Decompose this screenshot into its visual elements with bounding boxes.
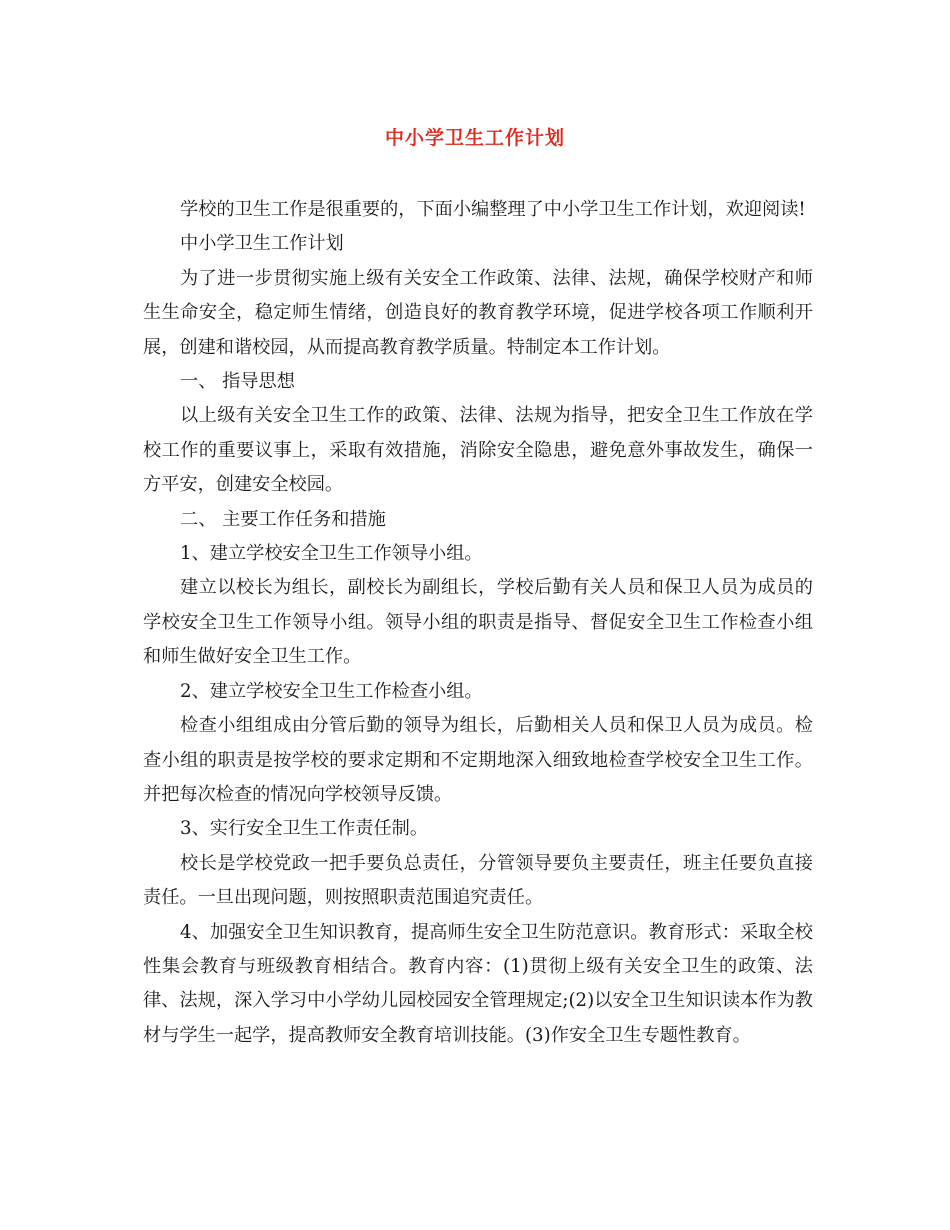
task-4-paragraph: 4、加强安全卫生知识教育，提高师生安全卫生防范意识。教育形式：采取全校性集会教育与班级教育相结合。教育内容：(1)贯彻上级有关安全卫生的政策、法律、法规，深入学习中小学幼儿园校园安全管理规定;(2)以安全卫生知识读本作为教材与学生一起学，提高教师安全教育培训技能。(3)作安全卫生专题性教育。 [143, 921, 813, 1046]
section-heading-main-tasks: 二、 主要工作任务和措施 [180, 508, 386, 530]
task-1-heading: 1、建立学校安全卫生工作领导小组。 [180, 543, 483, 565]
purpose-paragraph: 为了进一步贯彻实施上级有关安全工作政策、法律、法规，确保学校财产和师生生命安全，稳定师生情绪，创造良好的教育教学环境，促进学校各项工作顺利开展，创建和谐校园，从而提高教育教学质量。特制定本工作计划。 [143, 267, 813, 358]
task-3-paragraph: 校长是学校党政一把手要负总责任，分管领导要负主要责任，班主任要负直接责任。一旦出现问题，则按照职责范围追究责任。 [143, 852, 813, 909]
task-2-heading: 2、建立学校安全卫生工作检查小组。 [180, 680, 483, 702]
task-2-paragraph: 检查小组组成由分管后勤的领导为组长，后勤相关人员和保卫人员为成员。检查小组的职责是按学校的要求定期和不定期地深入细致地检查学校安全卫生工作。并把每次检查的情况向学校领导反馈。 [143, 715, 813, 805]
guiding-thought-paragraph: 以上级有关安全卫生工作的政策、法律、法规为指导，把安全卫生工作放在学校工作的重要议事上，采取有效措施，消除安全隐患，避免意外事故发生，确保一方平安，创建安全校园。 [143, 405, 813, 496]
document-body [143, 193, 813, 1053]
intro-paragraph: 学校的卫生工作是很重要的，下面小编整理了中小学卫生工作计划，欢迎阅读! [180, 199, 806, 220]
task-1-paragraph: 建立以校长为组长，副校长为副组长，学校后勤有关人员和保卫人员为成员的学校安全卫生工作领导小组。领导小组的职责是指导、督促安全卫生工作检查小组和师生做好安全卫生工作。 [143, 577, 813, 668]
subtitle-paragraph: 中小学卫生工作计划 [180, 233, 344, 255]
document-title: 中小学卫生工作计划 [384, 127, 565, 149]
section-heading-guiding-thought: 一、 指导思想 [180, 371, 295, 393]
task-3-heading: 3、实行安全卫生工作责任制。 [180, 818, 429, 840]
